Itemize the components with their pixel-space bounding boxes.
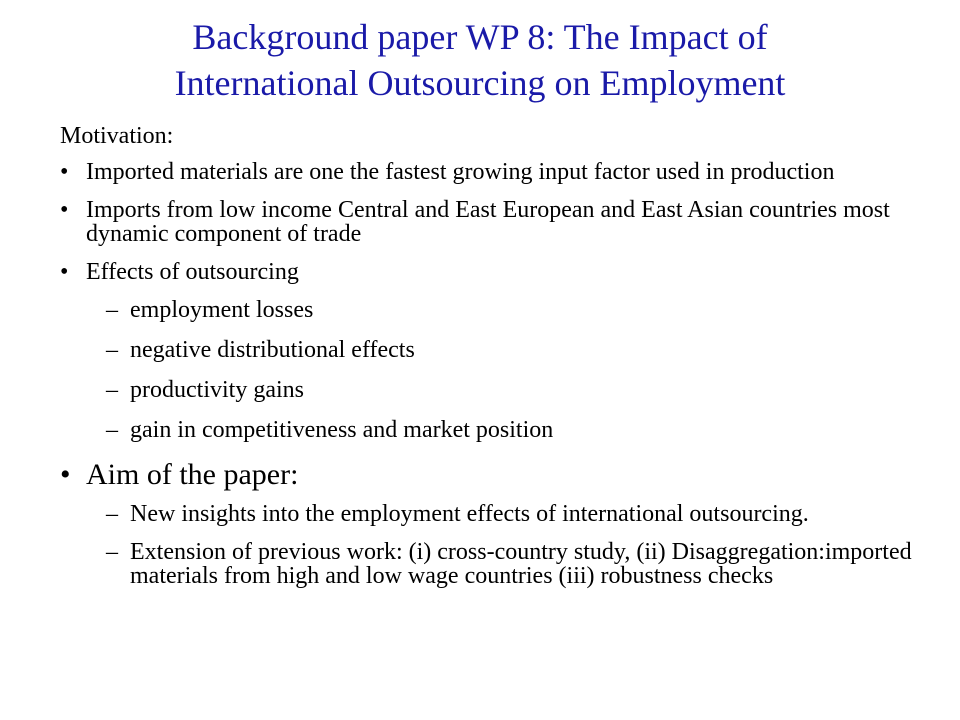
dash-marker: – <box>106 417 118 443</box>
aim-text: Extension of previous work: (i) cross-country study, (ii) Disaggregation:imported materials from high and low wage countries (iii) robustness checks <box>130 539 912 589</box>
effect-text: negative distributional effects <box>130 337 415 363</box>
title-line-2: International Outsourcing on Employment <box>174 63 786 103</box>
aim-label: Aim of the paper: <box>86 458 299 491</box>
bullet-effects-of-outsourcing <box>60 260 920 284</box>
dash-marker: – <box>106 297 118 323</box>
bullet-text: Imports from low income Central and East European and East Asian countries most dynamic component of trade <box>86 197 890 247</box>
aim-item-extension <box>60 540 920 588</box>
bullet-marker: • <box>60 159 69 185</box>
dash-marker: – <box>106 337 118 363</box>
effect-item-distributional <box>60 338 920 362</box>
effect-text: gain in competitiveness and market position <box>130 417 554 443</box>
slide-title <box>60 14 900 106</box>
dash-marker: – <box>106 539 118 565</box>
aim-text: New insights into the employment effects of international outsourcing. <box>130 501 809 527</box>
effect-text: employment losses <box>130 297 314 323</box>
effect-item-employment-losses <box>60 298 920 322</box>
effect-item-productivity <box>60 378 920 402</box>
motivation-label: Motivation: <box>60 123 174 149</box>
dash-marker: – <box>106 377 118 403</box>
aim-item-new-insights <box>60 502 920 526</box>
dash-marker: – <box>106 501 118 527</box>
effect-item-competitiveness <box>60 418 920 442</box>
bullet-imports-low-income <box>60 198 920 246</box>
bullet-marker: • <box>60 458 71 491</box>
bullet-aim-of-paper <box>60 458 920 492</box>
title-line-1: Background paper WP 8: The Impact of <box>192 17 768 57</box>
bullet-text: Effects of outsourcing <box>86 259 299 285</box>
bullet-imported-materials <box>60 160 920 184</box>
bullet-marker: • <box>60 197 69 223</box>
bullet-marker: • <box>60 259 69 285</box>
slide-body <box>60 122 920 602</box>
effect-text: productivity gains <box>130 377 304 403</box>
bullet-text: Imported materials are one the fastest growing input factor used in production <box>86 159 835 185</box>
